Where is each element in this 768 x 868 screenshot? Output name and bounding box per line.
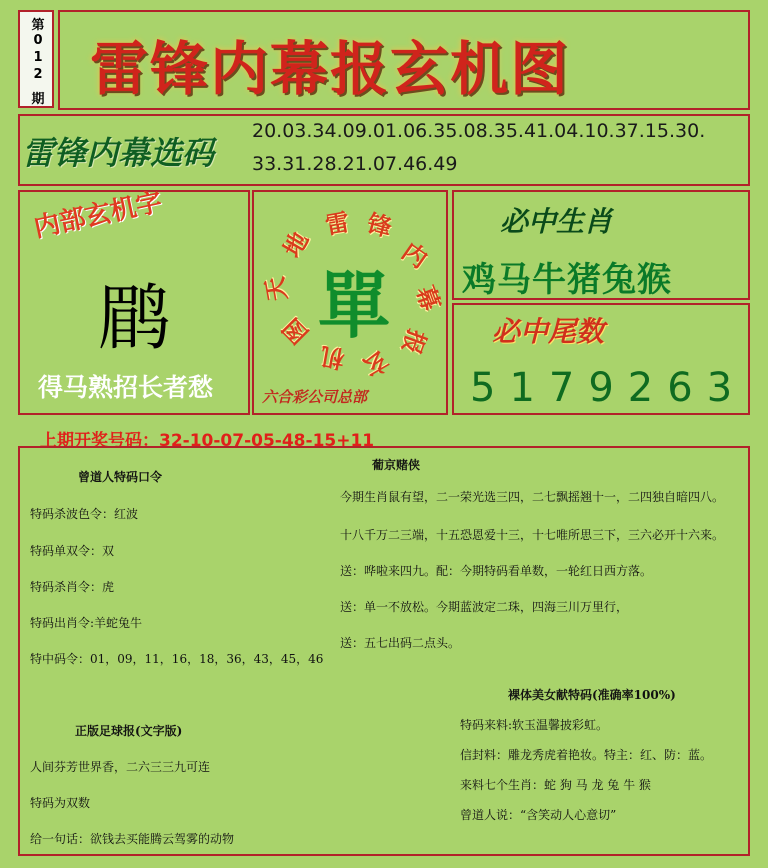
ring-char: 雷 [323, 207, 352, 240]
ring-char: 报 [396, 325, 432, 359]
macau-line: 送：单一不放松。今期蓝波定二珠，四海三川万里行， [340, 600, 629, 614]
issue-number-box [18, 10, 54, 108]
issue-char: 0 [33, 33, 43, 48]
ring-char: 锋 [364, 208, 395, 243]
issue-char: 2 [33, 67, 43, 82]
zodiac-animals: 鸡马牛猪兔猴 [462, 260, 672, 300]
beauty-line: 信封料：雕龙秀虎着艳妆。特主：红、防：蓝。 [460, 748, 713, 762]
daoren-title: 曾道人特码口令 [78, 470, 163, 484]
issue-char: 第 [31, 18, 45, 33]
inside-clue-label: 内部玄机字 [31, 187, 165, 244]
inside-clue-char: 鹛 [98, 276, 171, 360]
macau-line: 送：哗啦来四九。配：今期特码看单数，一轮红日西方落。 [340, 564, 653, 578]
football-line: 特码为双数 [30, 796, 91, 810]
issue-char: 期 [31, 92, 45, 107]
football-line: 人间芬芳世界香，二六三三九可连 [30, 760, 211, 774]
ring-char: 内 [396, 236, 433, 274]
daoren-line: 特码单双令：双 [30, 544, 115, 558]
ring-char: 地 [277, 226, 315, 263]
beauty-line: 曾道人说：“含笑动人心意切” [460, 808, 617, 822]
beauty-line: 来料七个生肖：蛇 狗 马 龙 兔 牛 猴 [460, 778, 651, 792]
beauty-line: 特码来料:软玉温馨披彩虹。 [460, 718, 609, 732]
ring-char: 机 [318, 341, 347, 374]
beauty-title: 裸体美女献特码(准确率100%) [508, 688, 676, 702]
selected-numbers-label: 雷锋内幕选码 [22, 134, 215, 172]
football-title: 正版足球报(文字版) [75, 724, 183, 738]
issue-char: 1 [33, 50, 43, 65]
ring-char: 幕 [410, 281, 446, 315]
selected-numbers-line2: 33.31.28.21.07.46.49 [252, 153, 458, 175]
tail-digit-label: 必中尾数 [492, 315, 605, 348]
macau-line: 十八千万二三端，十五恐恩爱十三，十七唯所思三下，三六必开十六来。 [340, 528, 725, 542]
macau-title: 葡京赌侠 [372, 458, 421, 472]
selected-numbers-line1: 20.03.34.09.01.06.35.08.35.41.04.10.37.15.30. [252, 120, 706, 142]
ring-char: 天 [259, 274, 293, 304]
page-title: 雷锋内幕报玄机图 [90, 35, 571, 103]
macau-line: 送：五七出码二点头。 [340, 636, 461, 650]
ring-char: 图 [276, 312, 315, 350]
zodiac-label: 必中生肖 [500, 205, 613, 238]
daoren-line: 特码出肖令:羊蛇兔牛 [30, 616, 143, 630]
inside-clue-phrase: 得马熟招长者愁 [38, 373, 214, 402]
ring-char: 玄 [358, 345, 394, 383]
odd-even-main-char: 單 [318, 263, 391, 348]
daoren-line: 特中码令：01，09，11，16，18，36，43，45，46 [30, 652, 324, 666]
football-line: 给一句话：欲钱去买能腾云驾雾的动物 [30, 832, 235, 846]
daoren-line: 特码杀波色令：红波 [30, 507, 139, 521]
company-label: 六合彩公司总部 [262, 388, 368, 406]
macau-line: 今期生肖鼠有望，二一荣光选三四，二七飘摇翘十一，二四独自暗四八。 [340, 490, 725, 504]
tail-digits: 5179263 [470, 365, 747, 411]
daoren-line: 特码杀肖令：虎 [30, 580, 115, 594]
previous-draw-numbers: 上期开奖号码：32-10-07-05-48-15+11 [40, 431, 375, 451]
